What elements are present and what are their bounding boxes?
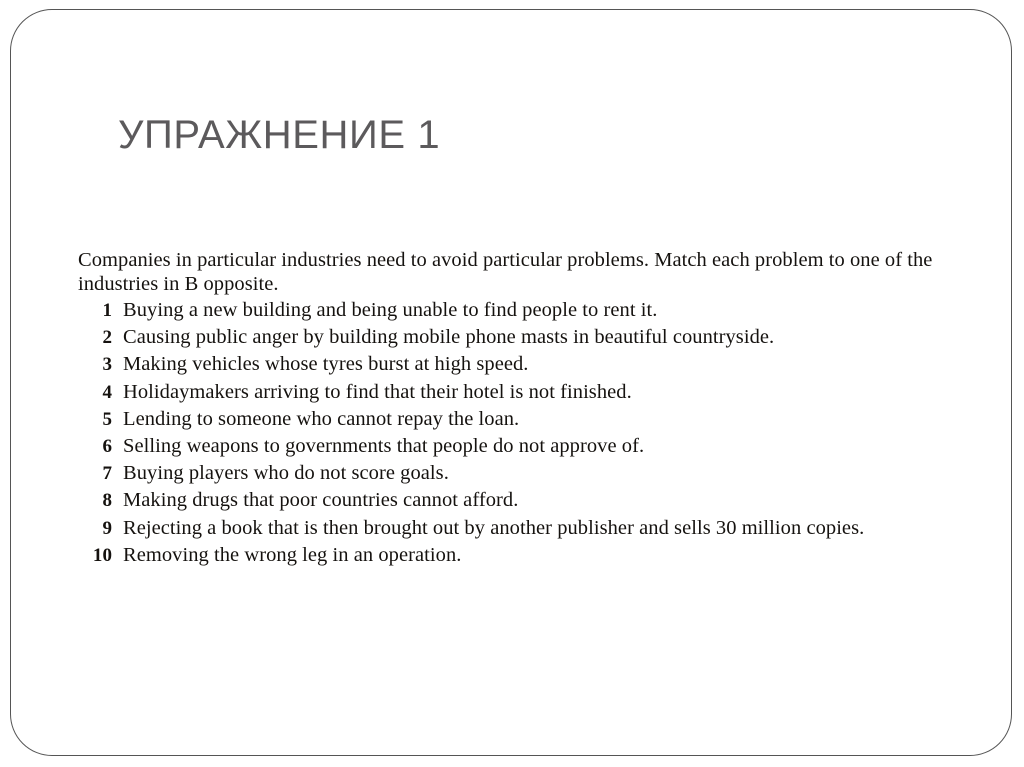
list-item (78, 542, 988, 569)
problem-list (78, 297, 988, 569)
exercise-content (78, 249, 988, 569)
list-item (78, 379, 988, 406)
list-item-text: Causing public anger by building mobile phone masts in beautiful countryside. (123, 326, 775, 349)
list-item-number: 6 (102, 436, 112, 458)
list-item-number: 9 (102, 517, 112, 539)
list-item (78, 324, 988, 351)
list-item-text: Making drugs that poor countries cannot afford. (123, 489, 519, 512)
list-item-number: 5 (102, 408, 112, 430)
list-item-number: 3 (102, 354, 112, 376)
list-item-number: 10 (92, 544, 112, 566)
list-item-text: Making vehicles whose tyres burst at high speed. (123, 353, 529, 376)
list-item-text: Buying players who do not score goals. (123, 462, 449, 485)
list-item (78, 460, 988, 487)
list-item-number: 1 (102, 300, 112, 321)
list-item (78, 487, 988, 514)
list-item-text: Rejecting a book that is then brought out by another publisher and sells 30 million copies. (123, 516, 865, 539)
list-item-number: 7 (102, 463, 112, 485)
list-item (78, 433, 988, 460)
list-item (78, 515, 988, 542)
list-item-number: 4 (102, 381, 112, 403)
exercise-instructions: Companies in particular industries need to avoid particular problems. Match each problem to one of the industries in B opposite. (78, 249, 933, 295)
list-item-text: Buying a new building and being unable to find people to rent it. (123, 299, 658, 321)
page-title: УПРАЖНЕНИЕ 1 (118, 112, 441, 157)
list-item-text: Lending to someone who cannot repay the loan. (123, 407, 520, 430)
list-item-number: 2 (102, 327, 112, 349)
list-item (78, 351, 988, 378)
list-item-number: 8 (102, 490, 112, 512)
list-item (78, 406, 988, 433)
list-item-text: Selling weapons to governments that people do not approve of. (123, 435, 645, 458)
list-item-text: Removing the wrong leg in an operation. (123, 543, 462, 566)
list-item (78, 297, 988, 324)
list-item-text: Holidaymakers arriving to find that their hotel is not finished. (123, 380, 632, 403)
